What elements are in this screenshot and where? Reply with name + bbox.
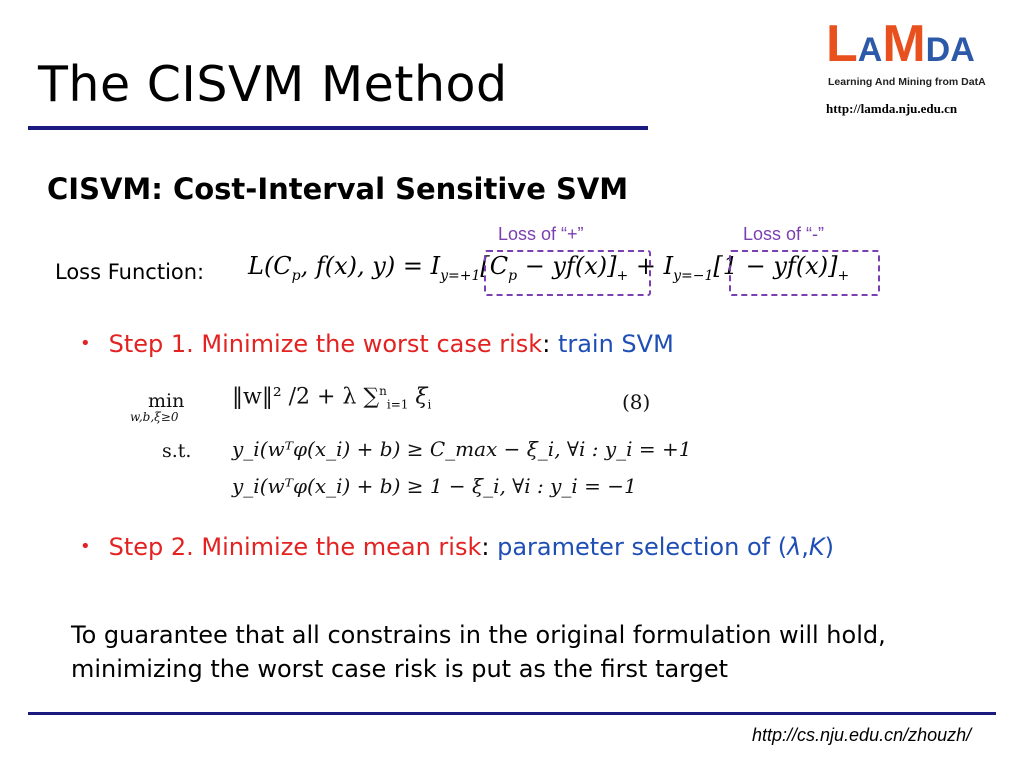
step2-bullet: • Step 2. Minimize the mean risk: parameter selection of (λ,K) [80,533,835,561]
logo-url: http://lamda.nju.edu.cn [826,101,958,116]
title-divider [28,126,648,130]
footer-url: http://cs.nju.edu.cn/zhouzh/ [752,725,972,745]
step1-bullet: • Step 1. Minimize the worst case risk: train SVM [80,330,674,358]
opt-min-subscript: w,b,ξ≥0 [130,410,179,424]
logo-tagline: Learning And Mining from DatA [828,76,986,88]
bullet-dot: • [80,333,91,354]
slide-title: The CISVM Method [38,56,508,113]
lamda-logo [826,15,1006,118]
opt-objective: ‖w‖² /2 + λ ∑$^n_{i=1}$ $\xi_i$ [232,384,432,412]
opt-constraint-positive: y_i(wᵀφ(x_i) + b) ≥ C_max − ξ_i, ∀i : y_i = +1 [232,437,692,461]
step2-lead: Step 2. Minimize the mean risk [108,533,482,561]
loss-plus-highlight-box [484,250,651,296]
opt-min: min [148,390,185,412]
opt-constraint-negative: y_i(wᵀφ(x_i) + b) ≥ 1 − ξ_i, ∀i : y_i = −1 [232,474,637,498]
loss-minus-highlight-box [729,250,880,296]
opt-subject-to: s.t. [162,440,192,462]
loss-minus-annotation: Loss of “-” [743,224,825,244]
explanation-note: To guarantee that all constrains in the original formulation will hold, minimizing the worst case risk is put as the first target [71,621,886,683]
opt-equation-number: (8) [622,390,651,414]
footer-divider [28,712,996,715]
section-subtitle: CISVM: Cost-Interval Sensitive SVM [47,172,629,206]
step2-action: parameter selection of (λ,K) [497,533,835,561]
loss-function-label: Loss Function: [55,260,205,284]
logo-wordmark: LAMDA [826,15,975,73]
loss-plus-annotation: Loss of “+” [498,224,584,244]
step1-lead: Step 1. Minimize the worst case risk [108,330,543,358]
step1-action: train SVM [557,330,674,358]
bullet-dot: • [80,536,91,557]
loss-formula: $L(C_p$, f(x), $y) = I_{y=+1}[C_p - yf(x)]_+ + I_{y=-1}[1 - yf(x)]_+$ [248,252,850,284]
